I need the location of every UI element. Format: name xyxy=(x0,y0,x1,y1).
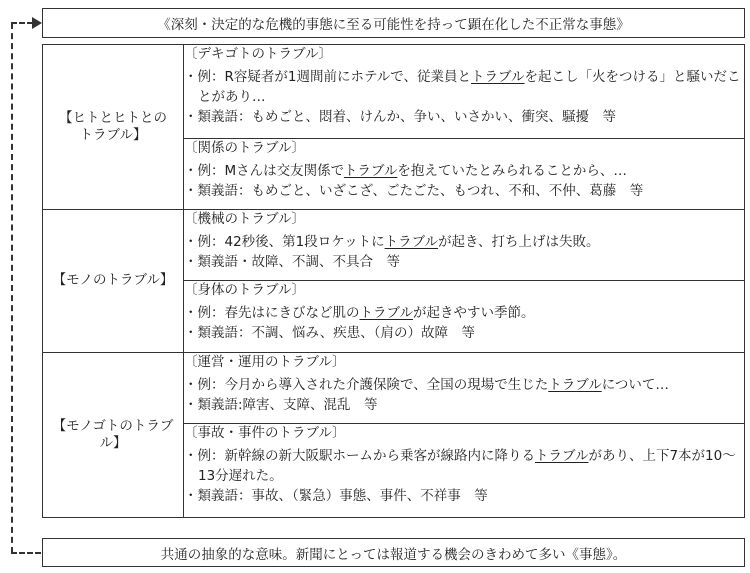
underlined-term: トラブル xyxy=(343,162,398,179)
example-line: ・例：今月から導入された介護保険で、全国の現場で生じたトラブルについて… xyxy=(184,376,669,393)
category-object xyxy=(43,210,184,353)
subcategory-cell xyxy=(184,45,745,139)
common-meaning-box xyxy=(42,538,745,567)
definition-box xyxy=(42,8,745,38)
subcategory-title: 〔身体のトラブル〕 xyxy=(184,282,305,299)
synonyms-line: ・類義語：事故、（緊急）事態、事件、不祥事 等 xyxy=(184,488,488,505)
arrow-right-icon xyxy=(32,17,42,29)
category-human xyxy=(43,45,184,210)
category-matter xyxy=(43,352,184,517)
subcategory-title: 〔デキゴトのトラブル〕 xyxy=(184,46,332,62)
category-label: 【モノゴトのトラブル】 xyxy=(52,417,174,451)
subcategory-cell xyxy=(184,424,745,518)
synonyms-line: ・類義語・故障、不調、不具合 等 xyxy=(184,254,400,271)
synonyms-line: ・類義語：もめごと、悶着、けんか、争い、いさかい、衝突、騒擾 等 xyxy=(184,109,616,125)
subcategory-title: 〔事故・事件のトラブル〕 xyxy=(184,425,346,442)
underlined-term: トラブル xyxy=(359,305,413,322)
subcategory-title: 〔機械のトラブル〕 xyxy=(184,211,305,228)
underlined-term: トラブル xyxy=(471,69,525,85)
dashed-connector-bottom xyxy=(11,552,41,554)
subcategory-cell xyxy=(184,210,745,281)
subcategory-cell xyxy=(184,352,745,423)
category-label: トラブル】 xyxy=(79,127,147,144)
table-row xyxy=(43,352,745,423)
synonyms-line: ・類義語：もめごと、いざこざ、ごたごた、もつれ、不和、不仲、葛藤 等 xyxy=(184,182,644,199)
example-line: ・例：R容疑者が1週間前にホテルで、従業員とトラブルを起こし「火をつける」と騒いだことがあり… xyxy=(184,69,741,105)
trouble-classification-table xyxy=(42,44,745,518)
dashed-connector-top xyxy=(11,22,33,24)
underlined-term: トラブル xyxy=(384,234,439,251)
subcategory-cell xyxy=(184,138,745,209)
example-line: ・例：春先はにきびなど肌のトラブルが起きやすい季節。 xyxy=(184,305,535,322)
table-row xyxy=(43,210,745,281)
category-label: 【モノのトラブル】 xyxy=(52,272,174,289)
example-line: ・例：新幹線の新大阪駅ホームから乗客が線路内に降りるトラブルがあり、上下7本が10～13分遅れた。 xyxy=(184,448,736,485)
example-line: ・例：42秒後、第1段ロケットにトラブルが起き、打ち上げは失敗。 xyxy=(184,234,600,251)
synonyms-line: ・類義語：不調、悩み、疾患、（肩の）故障 等 xyxy=(184,325,476,342)
category-label: 【ヒトとヒトとの xyxy=(59,110,167,127)
subcategory-cell xyxy=(184,281,745,352)
common-meaning-text: 共通の抽象的な意味。新聞にとっては報道する機会のきわめて多い《事態》。 xyxy=(160,546,627,563)
definition-text: 《深刻・決定的な危機的事態に至る可能性を持って顕在化した不正常な事態》 xyxy=(157,17,630,33)
dashed-connector-vertical xyxy=(11,23,13,553)
table-row xyxy=(43,45,745,139)
subcategory-title: 〔運営・運用のトラブル〕 xyxy=(184,353,346,370)
example-line: ・例：Mさんは交友関係でトラブルを抱えていたとみられることから、… xyxy=(184,162,627,179)
synonyms-line: ・類義語:障害、支障、混乱 等 xyxy=(184,396,378,413)
subcategory-title: 〔関係のトラブル〕 xyxy=(184,139,305,156)
underlined-term: トラブル xyxy=(548,376,602,393)
underlined-term: トラブル xyxy=(535,448,589,465)
